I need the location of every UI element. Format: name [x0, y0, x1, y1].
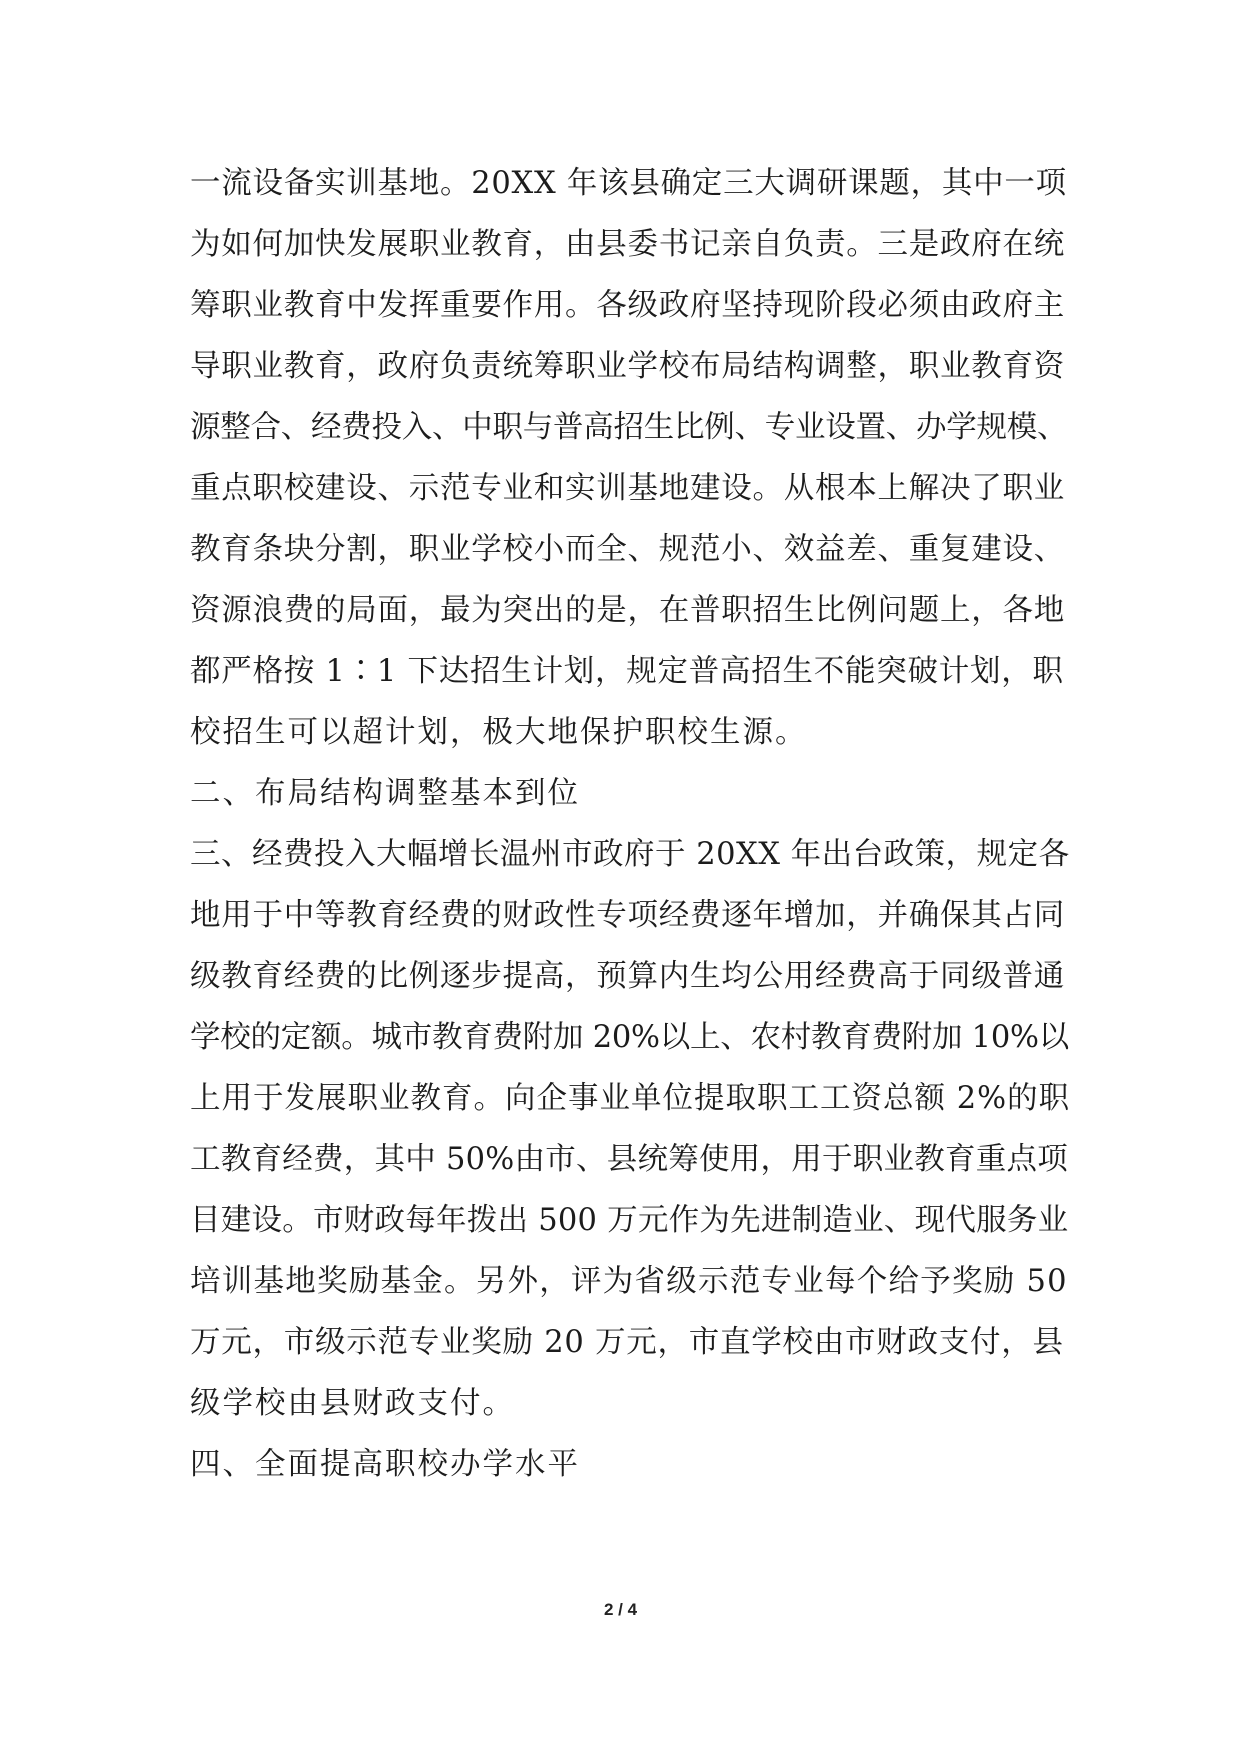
text-line: 地用于中等教育经费的财政性专项经费逐年增加，并确保其占同 — [190, 898, 1065, 933]
text-line: 筹职业教育中发挥重要作用。各级政府坚持现阶段必须由政府主 — [190, 288, 1065, 323]
text-line: 导职业教育，政府负责统筹职业学校布局结构调整，职业教育资 — [190, 349, 1065, 384]
text-line: 源整合、经费投入、中职与普高招生比例、专业设置、办学规模、 — [190, 410, 1068, 445]
text-line: 级学校由县财政支付。 — [190, 1386, 515, 1421]
text-line: 教育条块分割，职业学校小而全、规范小、效益差、重复建设、 — [190, 532, 1065, 567]
text-line: 校招生可以超计划，极大地保护职校生源。 — [190, 715, 808, 750]
text-line: 培训基地奖励基金。另外，评为省级示范专业每个给予奖励 50 — [190, 1264, 1068, 1299]
text-line: 上用于发展职业教育。向企事业单位提取职工工资总额 2%的职 — [190, 1081, 1071, 1116]
section-heading: 三、经费投入大幅增长温州市政府于 20XX 年出台政策，规定各 — [190, 837, 1070, 872]
text-line: 工教育经费，其中 50%由市、县统筹使用，用于职业教育重点项 — [190, 1142, 1068, 1177]
section-heading: 二、布局结构调整基本到位 — [190, 776, 580, 811]
text-line: 都严格按 1∶1 下达招生计划，规定普高招生不能突破计划，职 — [190, 654, 1064, 689]
page-number: 2 / 4 — [603, 1600, 638, 1619]
text-line: 资源浪费的局面，最为突出的是，在普职招生比例问题上，各地 — [190, 593, 1065, 628]
text-line: 目建设。市财政每年拨出 500 万元作为先进制造业、现代服务业 — [190, 1203, 1069, 1238]
text-line: 一流设备实训基地。20XX 年该县确定三大调研课题，其中一项 — [190, 166, 1067, 201]
text-line: 学校的定额。城市教育费附加 20%以上、农村教育费附加 10%以 — [190, 1020, 1069, 1055]
text-line: 万元，市级示范专业奖励 20 万元，市直学校由市财政支付，县 — [190, 1325, 1064, 1360]
text-line: 重点职校建设、示范专业和实训基地建设。从根本上解决了职业 — [190, 471, 1065, 506]
text-line: 为如何加快发展职业教育，由县委书记亲自负责。三是政府在统 — [190, 227, 1065, 262]
section-heading: 四、全面提高职校办学水平 — [190, 1447, 580, 1482]
text-line: 级教育经费的比例逐步提高，预算内生均公用经费高于同级普通 — [190, 959, 1065, 994]
